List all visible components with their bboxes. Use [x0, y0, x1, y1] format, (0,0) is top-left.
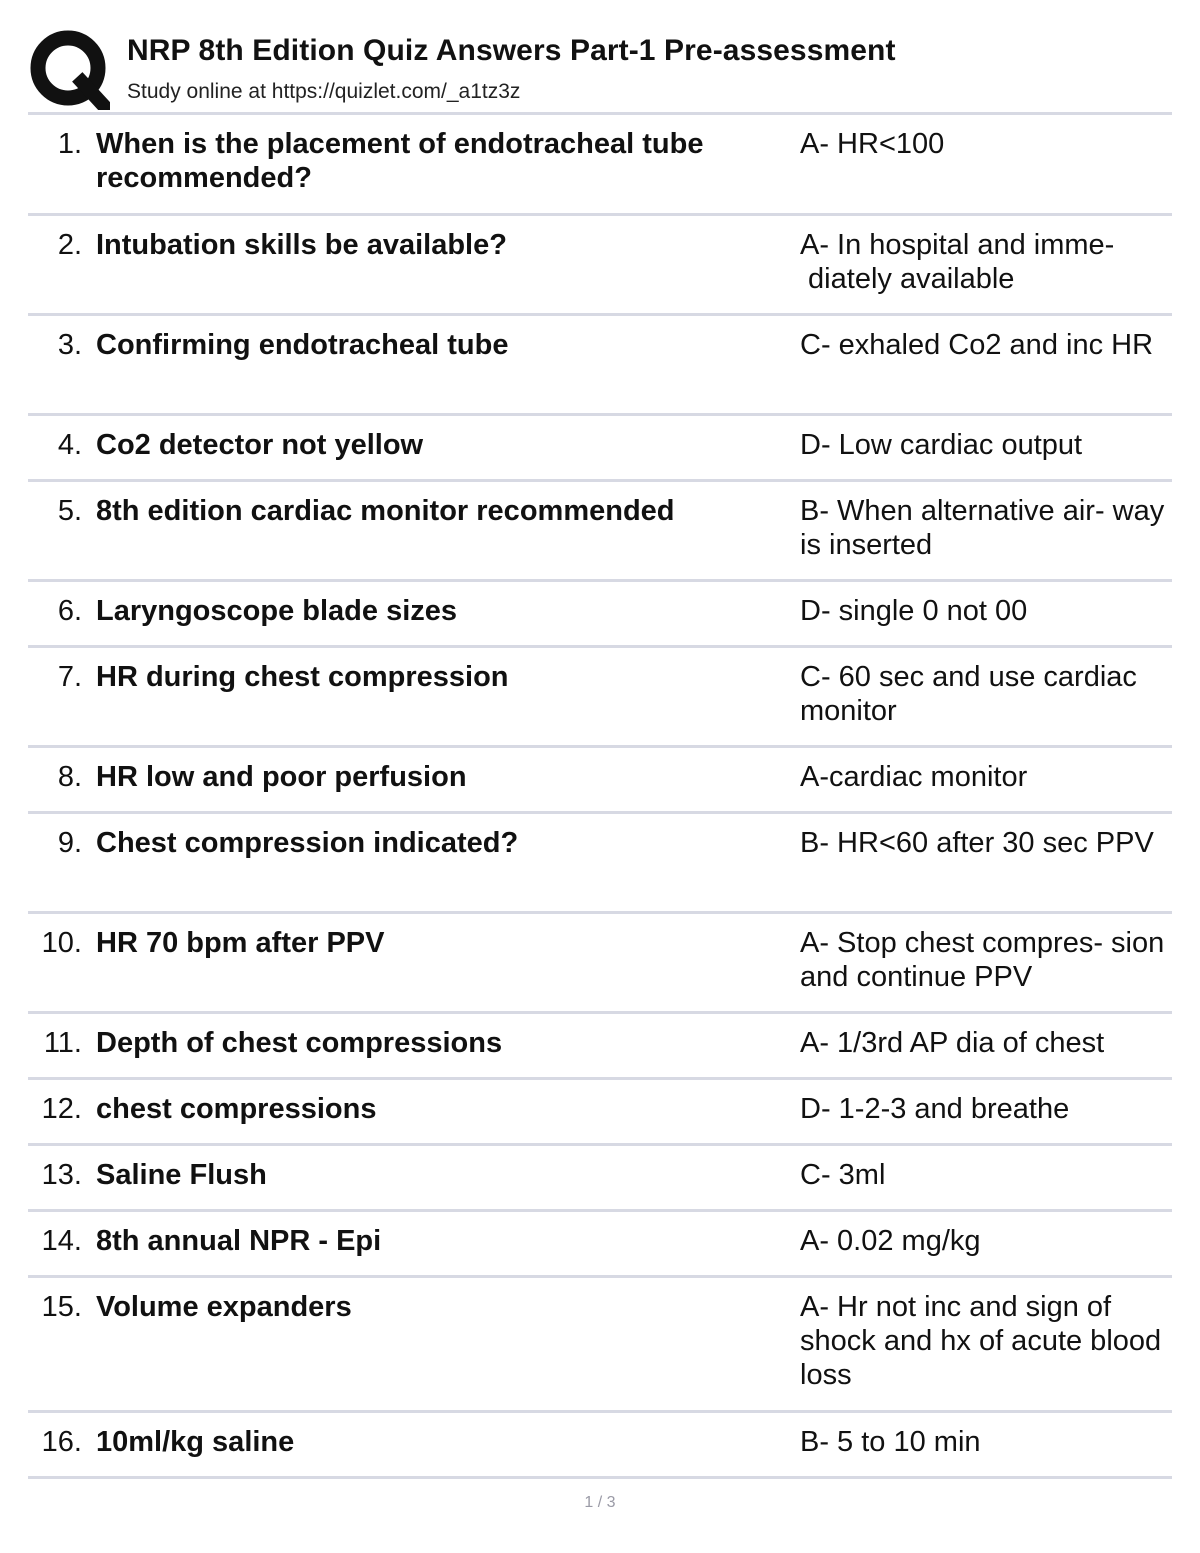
answer-text: A- 1/3rd AP dia of chest	[800, 1013, 1172, 1079]
answer-text: B- When alternative air- way is inserted	[800, 481, 1172, 581]
question-number: 6.	[28, 581, 96, 647]
answer-text: A-cardiac monitor	[800, 747, 1172, 813]
question-text: Intubation skills be available?	[96, 215, 800, 315]
page-title: NRP 8th Edition Quiz Answers Part-1 Pre-assessment	[127, 34, 896, 67]
answer-text: D- single 0 not 00	[800, 581, 1172, 647]
qa-row	[28, 1412, 1172, 1478]
qa-row	[28, 747, 1172, 813]
answer-text: C- 3ml	[800, 1145, 1172, 1211]
answer-text: A- Hr not inc and sign of shock and hx of acute blood loss	[800, 1277, 1172, 1412]
qa-row	[28, 114, 1172, 215]
answer-text: A- HR<100	[800, 114, 1172, 215]
question-number: 15.	[28, 1277, 96, 1412]
qa-row	[28, 215, 1172, 315]
answer-text: C- exhaled Co2 and inc HR	[800, 315, 1172, 415]
question-number: 10.	[28, 913, 96, 1013]
question-number: 9.	[28, 813, 96, 913]
page-header	[30, 30, 1170, 110]
answer-text: D- 1-2-3 and breathe	[800, 1079, 1172, 1145]
question-number: 14.	[28, 1211, 96, 1277]
question-number: 8.	[28, 747, 96, 813]
answer-text: A- 0.02 mg/kg	[800, 1211, 1172, 1277]
qa-row	[28, 415, 1172, 481]
answer-text: B- HR<60 after 30 sec PPV	[800, 813, 1172, 913]
answer-text: C- 60 sec and use cardiac monitor	[800, 647, 1172, 747]
question-text: Volume expanders	[96, 1277, 800, 1412]
question-text: Saline Flush	[96, 1145, 800, 1211]
question-number: 11.	[28, 1013, 96, 1079]
qa-row	[28, 1079, 1172, 1145]
qa-row	[28, 481, 1172, 581]
qa-row	[28, 913, 1172, 1013]
question-number: 13.	[28, 1145, 96, 1211]
question-text: chest compressions	[96, 1079, 800, 1145]
quizlet-logo-icon	[30, 30, 110, 110]
question-text: HR 70 bpm after PPV	[96, 913, 800, 1013]
question-text: Depth of chest compressions	[96, 1013, 800, 1079]
question-number: 5.	[28, 481, 96, 581]
page-indicator: 1 / 3	[584, 1494, 616, 1511]
qa-row	[28, 581, 1172, 647]
qa-row	[28, 1211, 1172, 1277]
qa-row	[28, 1013, 1172, 1079]
question-number: 4.	[28, 415, 96, 481]
question-text: Confirming endotracheal tube	[96, 315, 800, 415]
question-text: Co2 detector not yellow	[96, 415, 800, 481]
question-text: 8th annual NPR - Epi	[96, 1211, 800, 1277]
question-text: 8th edition cardiac monitor recommended	[96, 481, 800, 581]
answer-text: A- Stop chest compres- sion and continue PPV	[800, 913, 1172, 1013]
question-number: 7.	[28, 647, 96, 747]
answer-text: D- Low cardiac output	[800, 415, 1172, 481]
qa-row	[28, 1277, 1172, 1412]
question-text: HR during chest compression	[96, 647, 800, 747]
question-text: Laryngoscope blade sizes	[96, 581, 800, 647]
question-text: When is the placement of endotracheal tube recommended?	[96, 114, 800, 215]
question-number: 2.	[28, 215, 96, 315]
qa-table	[28, 112, 1172, 1479]
question-number: 12.	[28, 1079, 96, 1145]
answer-text: B- 5 to 10 min	[800, 1412, 1172, 1478]
qa-row	[28, 315, 1172, 415]
question-number: 16.	[28, 1412, 96, 1478]
question-number: 1.	[28, 114, 96, 215]
qa-row	[28, 647, 1172, 747]
answer-text: A- In hospital and imme- diately available	[800, 215, 1172, 315]
question-text: HR low and poor perfusion	[96, 747, 800, 813]
study-link[interactable]: Study online at https://quizlet.com/_a1tz3z	[127, 80, 521, 103]
qa-row	[28, 1145, 1172, 1211]
question-text: Chest compression indicated?	[96, 813, 800, 913]
question-number: 3.	[28, 315, 96, 415]
question-text: 10ml/kg saline	[96, 1412, 800, 1478]
qa-row	[28, 813, 1172, 913]
